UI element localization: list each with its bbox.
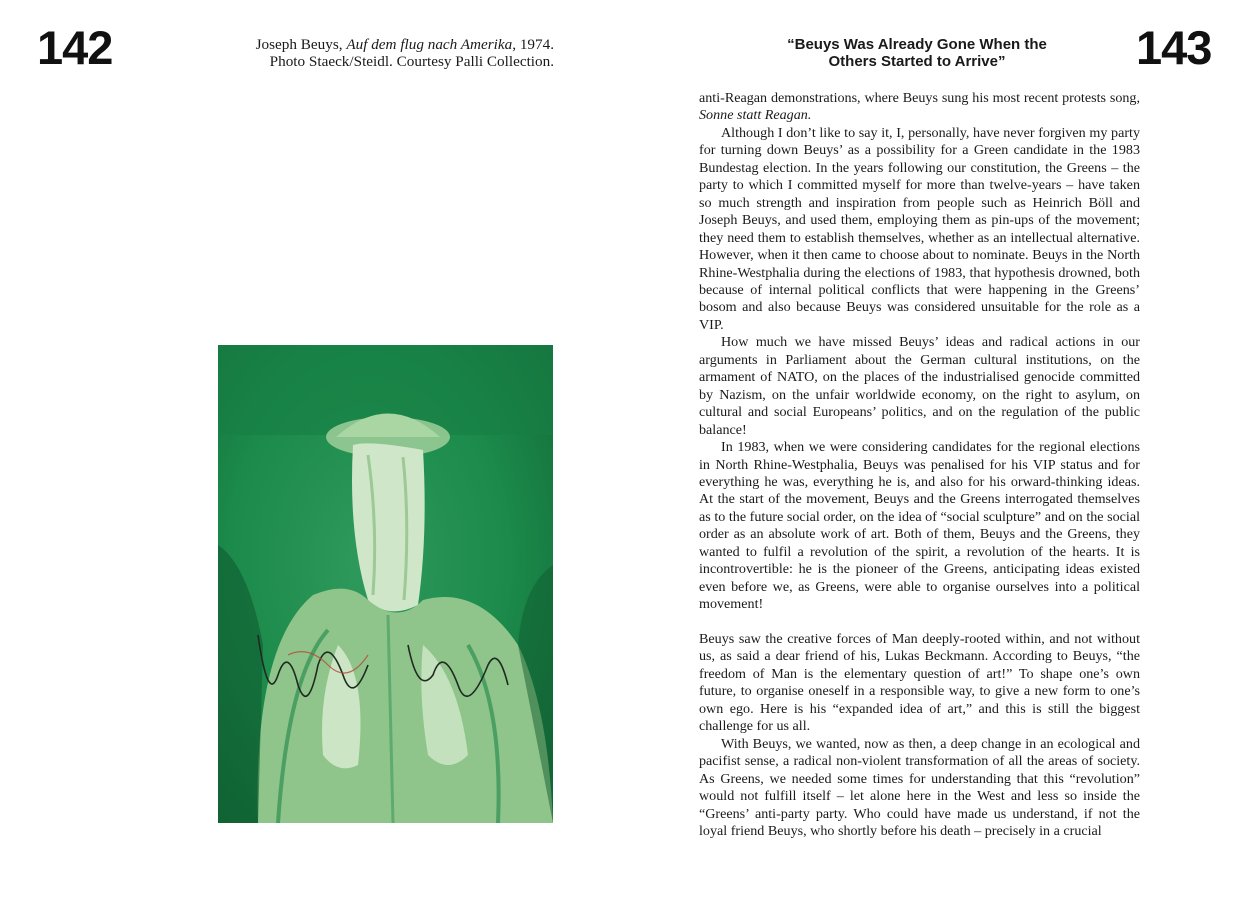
paragraph-5: Beuys saw the creative forces of Man deeply-rooted within, and not without us, as said a dear friend of his, Lukas Beckmann. According to Beuys, “the freedom of Man is the elementary question of art!” To shape one’s own future, to organise oneself in a responsible way, to give a new form to one’s own ego. Here is his “expanded idea of art,” and this is still the biggest challenge for us all.	[699, 631, 1140, 735]
artwork-title: Auf dem flug nach Amerika	[346, 36, 513, 53]
running-title-line-1: “Beuys Was Already Gone When the	[787, 36, 1047, 53]
paragraph-1: anti-Reagan demonstrations, where Beuys sung his most recent protests song, Sonne statt Reagan.	[699, 90, 1140, 124]
paragraph-3: How much we have missed Beuys’ ideas and radical actions in our arguments in Parliament about the German cultural institutions, on the armament of NATO, on the places of the industrialised genocide committed by Nazism, on the unfair worldwide economy, on the right to asylum, on cultural and social Europeans’ politics, and on the regulation of the public balance!	[699, 334, 1140, 438]
portrait-image	[218, 345, 553, 823]
running-title-line-2: Others Started to Arrive”	[828, 53, 1006, 70]
caption-line-2: Photo Staeck/Steidl. Courtesy Palli Collection.	[269, 52, 554, 70]
page-number-right: 143	[1136, 21, 1212, 74]
paragraph-4: In 1983, when we were considering candidates for the regional elections in North Rhine-Westphalia, Beuys was penalised for his VIP status and for everything he was, everything he is, and also for his orward-thinking ideas. At the start of the movement, Beuys and the Greens interrogated themselves as to the future social order, on the idea of “social sculpture” and on the social order as an absolute work of art. Both of them, Beuys and the Greens, they wanted to fulfil a revolution of the spirit, a revolution of the hearts. It is incontrovertible: he is the pioneer of the Greens, anticipating ideas existed even before we, as Greens, were able to organise ourselves into a political movement!	[699, 439, 1140, 613]
paragraph-6: With Beuys, we wanted, now as then, a deep change in an ecological and pacifist sense, a radical non-violent transformation of all the areas of society. As Greens, we needed some times for understanding that this “revolution” would not fulfill itself – let alone here in the West and less so inside the “Greens’ anti-party party. Who could have made us understand, if not the loyal friend Beuys, who shortly before his death – precisely in a crucial	[699, 735, 1140, 840]
page-number-left: 142	[37, 21, 113, 74]
artwork-photo	[218, 345, 553, 823]
running-title	[752, 36, 1082, 70]
article-body	[699, 90, 1140, 840]
paragraph-2: Although I don’t like to say it, I, personally, have never forgiven my party for turning down Beuys’ as a possibility for a Green candidate in the 1983 Bundestag election. In the years following our constitution, the Greens – the party to which I committed myself for more than twelve-years – have taken so much strength and inspiration from people such as Heinrich Böll and Joseph Beuys, and used them, employing them as pin-ups of the movement; they need them to establish themselves, whether as an intellectual alternative. However, when it then came to choose about to nominate. Beuys in the North Rhine-Westphalia during the elections of 1983, that hypothesis drowned, both because of internal political conflicts that were happening in the Greens’ bosom and also because Beuys was considered unsuitable for the role as a VIP.	[699, 124, 1140, 333]
song-title: Sonne statt Reagan.	[699, 107, 812, 124]
photo-caption	[246, 37, 554, 70]
caption-line-1: Joseph Beuys, Auf dem flug nach Amerika, 1974.	[255, 36, 554, 53]
